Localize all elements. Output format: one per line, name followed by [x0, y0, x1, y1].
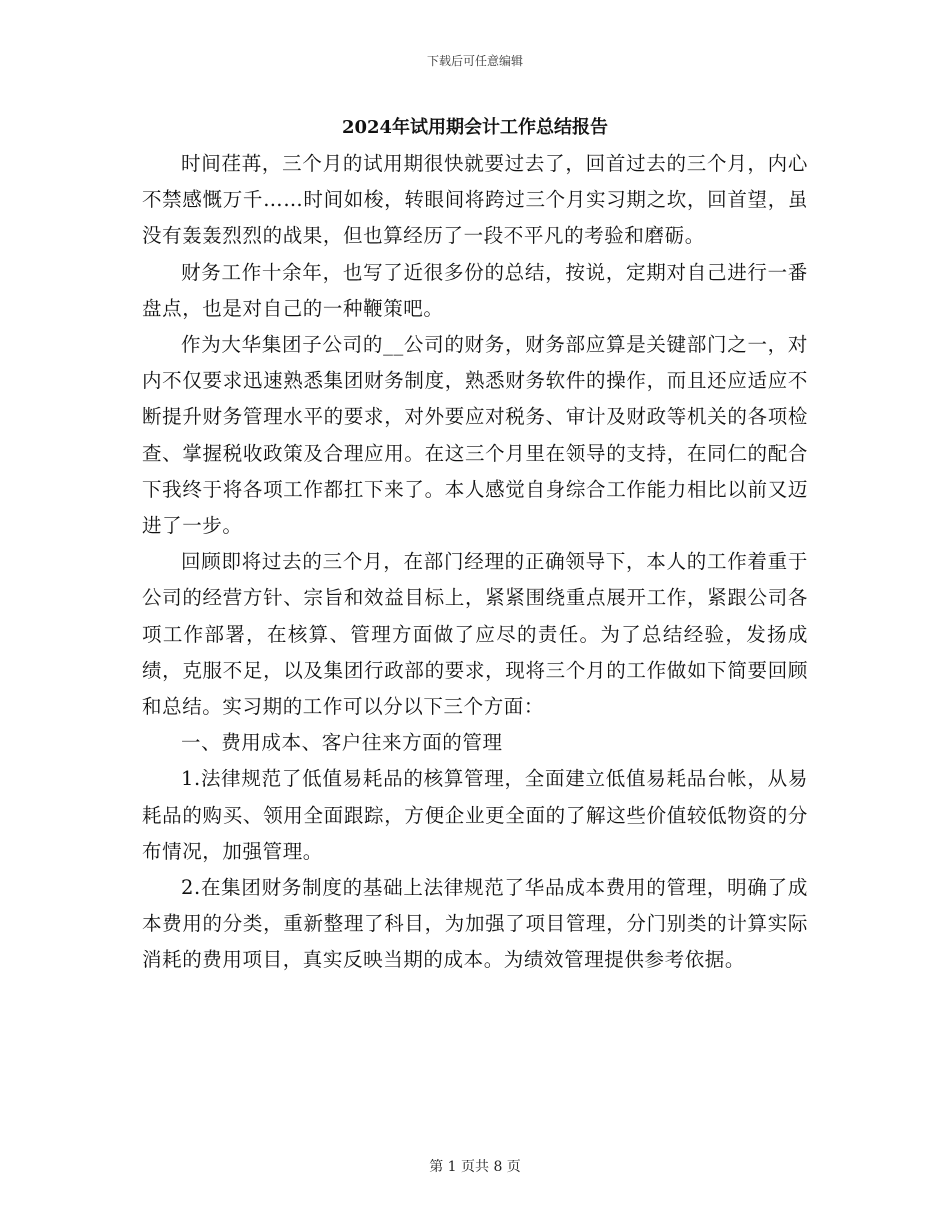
paragraph-intro: 时间荏苒，三个月的试用期很快就要过去了，回首过去的三个月，内心不禁感慨万千……时间如梭，转眼间将跨过三个月实习期之坎，回首望，虽没有轰轰烈烈的战果，但也算经历了一段不平凡的考验和磨砺。 [142, 152, 808, 248]
page-header-note: 下载后可任意编辑 [426, 54, 523, 68]
paragraph-experience: 财务工作十余年，也写了近很多份的总结，按说，定期对自己进行一番盘点，也是对自己的一种鞭策吧。 [142, 260, 808, 320]
document-body [142, 146, 808, 979]
list-item-1: 1.法律规范了低值易耗品的核算管理，全面建立低值易耗品台帐，从易耗品的购买、领用全面跟踪，方便企业更全面的了解这些价值较低物资的分布情况，加强管理。 [142, 767, 808, 863]
paragraph-review: 回顾即将过去的三个月，在部门经理的正确领导下，本人的工作着重于公司的经营方针、宗旨和效益目标上，紧紧围绕重点展开工作，紧跟公司各项工作部署，在核算、管理方面做了应尽的责任。为了总结经验，发扬成绩，克服不足，以及集团行政部的要求，现将三个月的工作做如下简要回顾和总结。实习期的工作可以分以下三个方面： [142, 550, 808, 719]
page-number: 第 1 页共 8 页 [429, 1159, 521, 1175]
section-heading-cost-management: 一、费用成本、客户往来方面的管理 [181, 731, 503, 755]
document-title: 2024年试用期会计工作总结报告 [341, 117, 609, 138]
list-item-2: 2.在集团财务制度的基础上法律规范了华品成本费用的管理，明确了成本费用的分类，重新整理了科目，为加强了项目管理，分门别类的计算实际消耗的费用项目，真实反映当期的成本。为绩效管理提供参考依据。 [142, 876, 808, 972]
paragraph-role: 作为大华集团子公司的__公司的财务，财务部应算是关键部门之一，对内不仅要求迅速熟悉集团财务制度，熟悉财务软件的操作，而且还应适应不断提升财务管理水平的要求，对外要应对税务、审计及财政等机关的各项检查、掌握税收政策及合理应用。在这三个月里在领导的支持，在同仁的配合下我终于将各项工作都扛下来了。本人感觉自身综合工作能力相比以前又迈进了一步。 [142, 333, 808, 538]
